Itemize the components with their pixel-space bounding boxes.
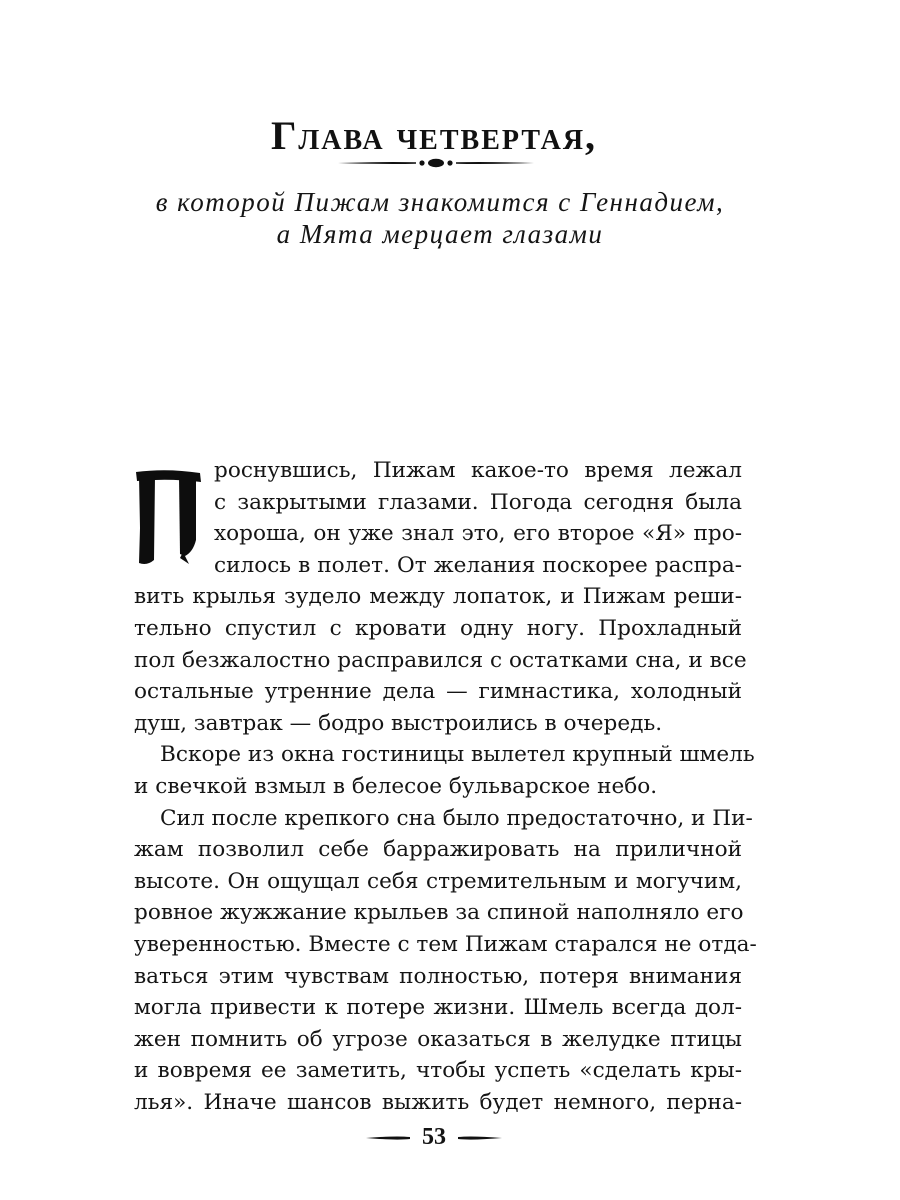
text-line: с закрытыми глазами. Погода сегодня была xyxy=(214,489,742,515)
text-line: Вскоре из окна гостиницы вылетел крупный шмель xyxy=(160,742,755,768)
text-line: силось в полет. От желания поскорее распра- xyxy=(214,552,742,578)
folio-right-ornament xyxy=(458,1134,502,1142)
text-line: душ, завтрак — бодро выстроились в очередь. xyxy=(134,710,663,736)
text-line: пол безжалостно расправился с остатками сна, и все xyxy=(134,647,747,673)
folio-left-ornament xyxy=(366,1134,410,1142)
text-line: лья». Иначе шансов выжить будет немного, перна- xyxy=(134,1089,742,1115)
subtitle-line: а Мята мерцает глазами xyxy=(276,219,604,249)
text-line: жам позволил себе барражировать на приличной xyxy=(134,837,742,863)
text-line: вить крылья зудело между лопаток, и Пижам реши- xyxy=(134,584,742,610)
page-number: 53 xyxy=(422,1124,446,1150)
page-number-footer xyxy=(0,1122,868,1152)
text-line: Сил после крепкого сна было предостаточно, и Пи- xyxy=(160,805,753,831)
text-line: остальные утренние дела — гимнастика, холодный xyxy=(134,679,742,705)
text-line: тельно спустил с кровати одну ногу. Прохладный xyxy=(134,615,742,641)
subtitle-line: в которой Пижам знакомится с Геннадием, xyxy=(155,187,725,217)
text-line: ровное жужжание крыльев за спиной наполняло его xyxy=(134,900,744,926)
text-line: и свечкой взмыл в белесое бульварское небо. xyxy=(134,773,658,799)
text-line: роснувшись, Пижам какое-то время лежал xyxy=(214,458,742,483)
chapter-title: Глава четвертая, xyxy=(270,113,598,158)
text-line: ваться этим чувствам полностью, потеря внимания xyxy=(134,963,742,989)
text-line: жен помнить об угрозе оказаться в желудке птицы xyxy=(134,1026,742,1052)
title-ornament xyxy=(336,156,536,170)
text-line: уверенностью. Вместе с тем Пижам старался не отда- xyxy=(134,931,757,957)
text-line: и вовремя ее заметить, чтобы успеть «сделать кры- xyxy=(134,1058,742,1084)
text-line: хороша, он уже знал это, его второе «Я» про- xyxy=(214,521,742,547)
text-line: высоте. Он ощущал себя стремительным и могучим, xyxy=(134,868,742,894)
body-text xyxy=(134,455,757,1118)
text-line: могла привести к потере жизни. Шмель всегда дол- xyxy=(134,995,742,1021)
chapter-subtitle xyxy=(130,186,750,250)
